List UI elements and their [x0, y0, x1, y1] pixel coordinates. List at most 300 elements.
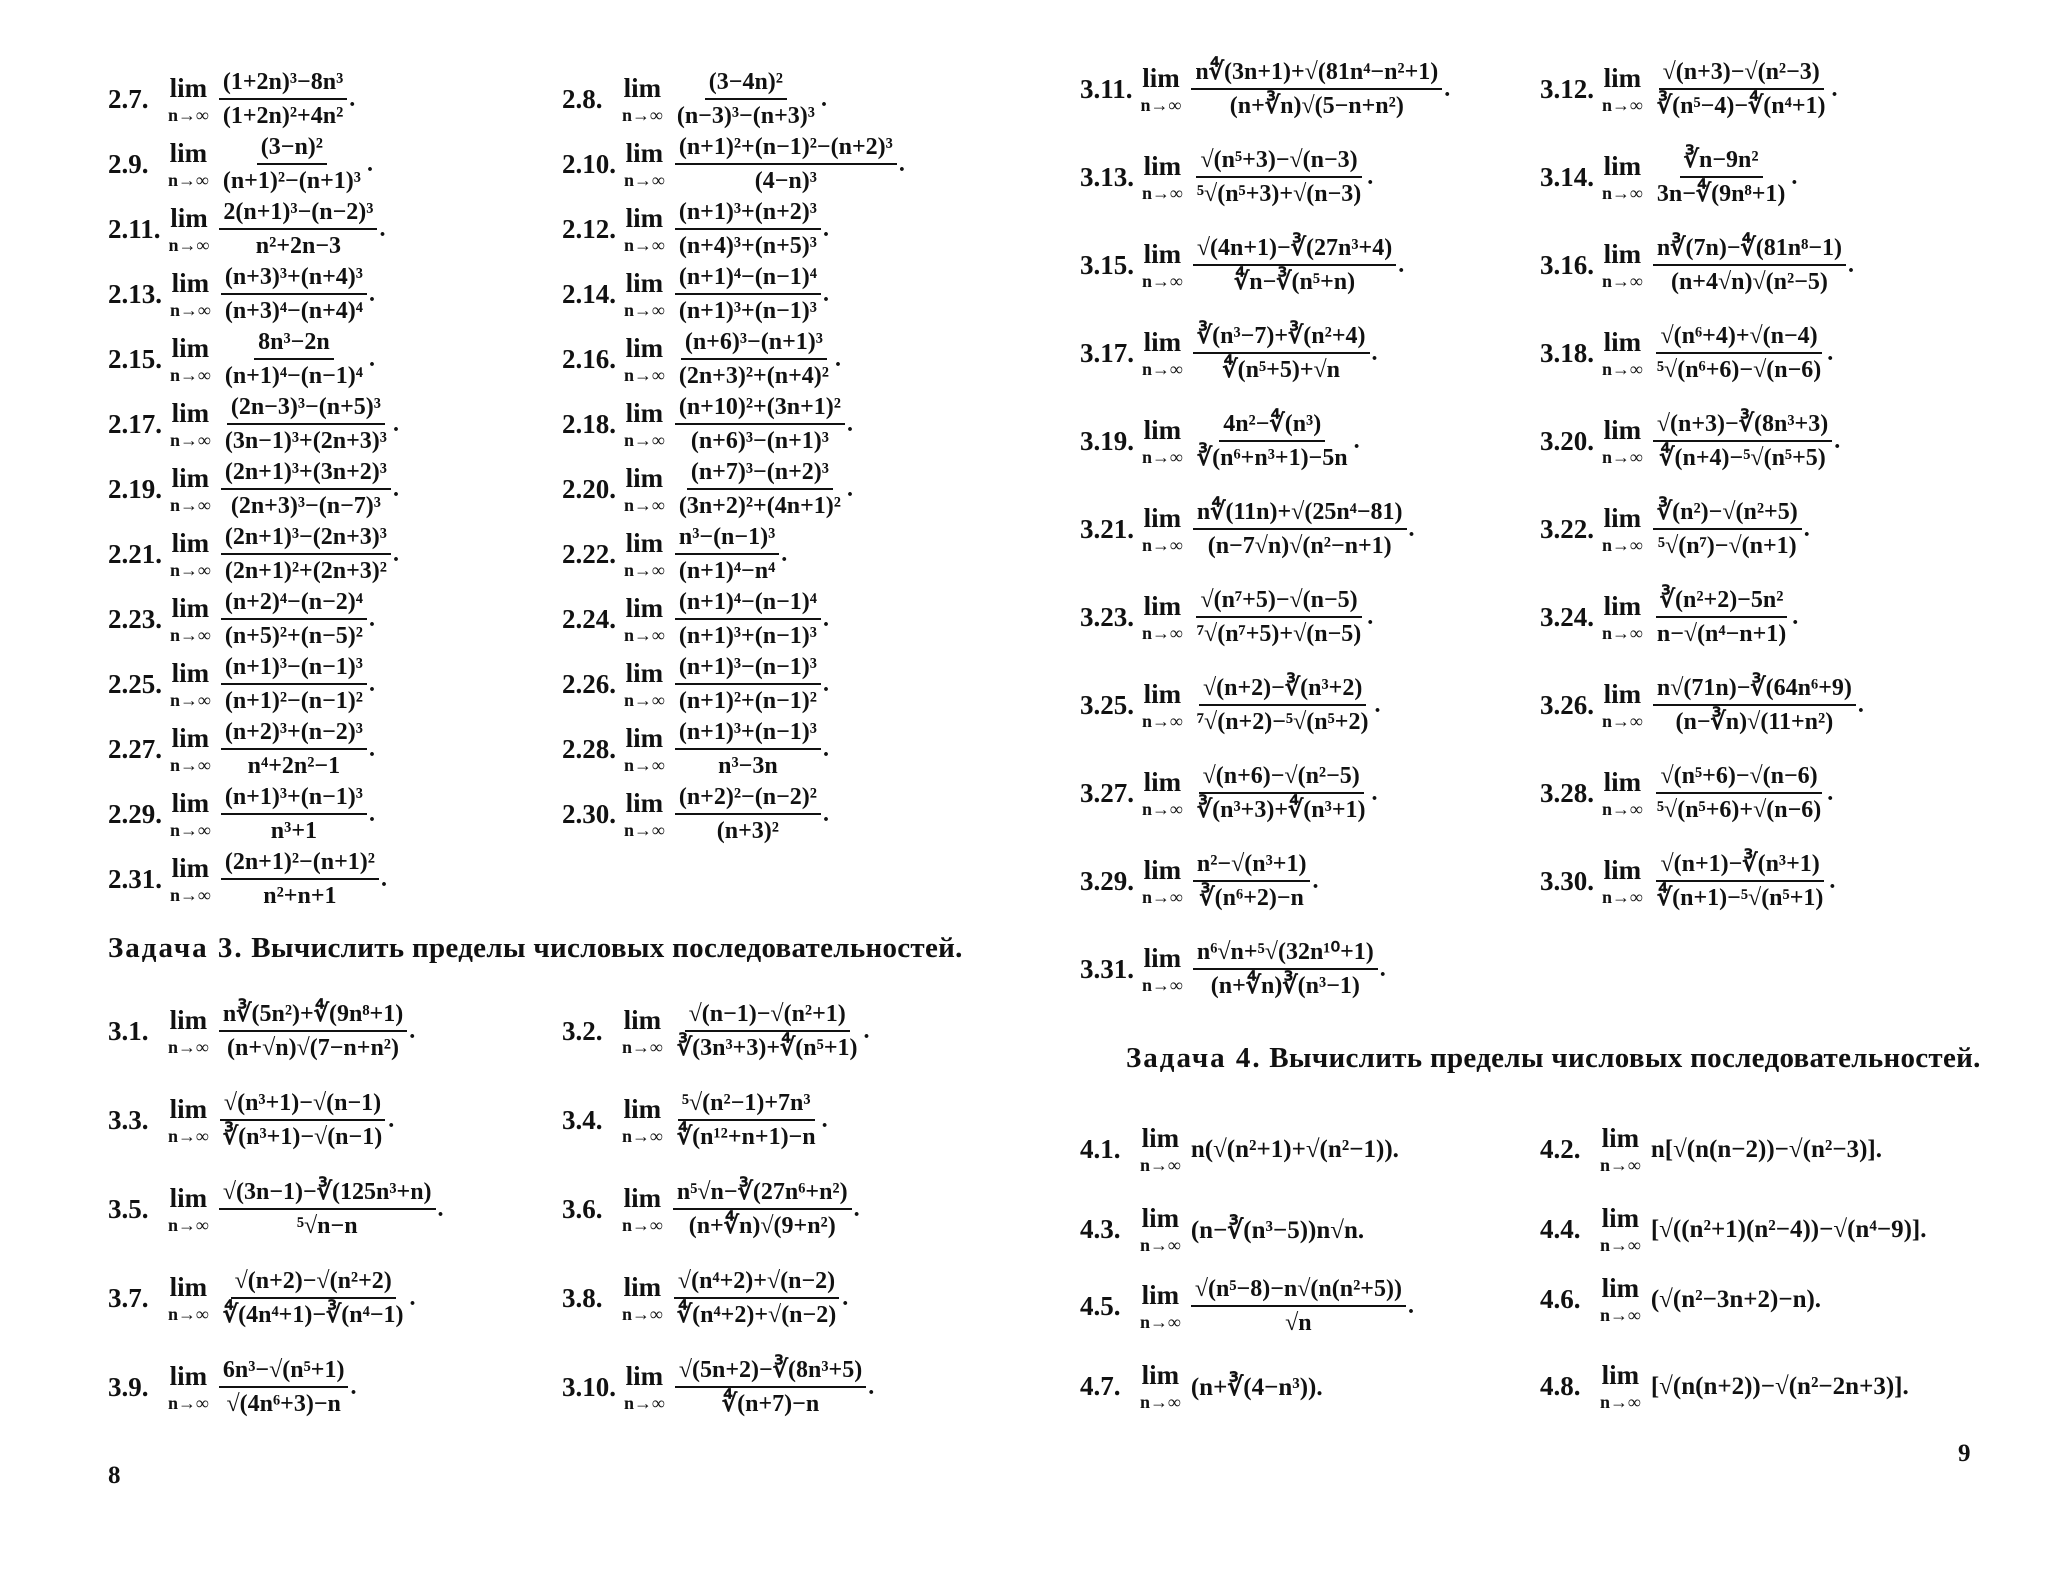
limit-word: lim — [1603, 766, 1642, 797]
limit-operator — [170, 332, 211, 385]
problem-number: 4.6. — [1540, 1284, 1581, 1314]
numerator: √(4n+1)−∛(27n³+4) — [1193, 234, 1396, 266]
limit-expression: n[√(n(n−2))−√(n²−3)]. — [1650, 1135, 1882, 1163]
limit-problem — [108, 588, 375, 651]
fraction — [1653, 762, 1825, 825]
denominator: ∛(n⁶+2)−n — [1199, 885, 1304, 912]
fraction — [1191, 1275, 1406, 1338]
limit-word: lim — [1143, 502, 1182, 533]
numerator: √(n³+1)−√(n−1) — [220, 1089, 385, 1121]
numerator: √(n+3)−∛(8n³+3) — [1653, 410, 1832, 442]
numerator: (n+1)³+(n+2)³ — [675, 198, 821, 230]
fraction — [675, 133, 897, 196]
limit-operator — [1602, 238, 1643, 291]
fraction — [675, 523, 779, 586]
denominator: ∜(n+7)−n — [721, 1391, 820, 1418]
period: . — [392, 475, 399, 502]
numerator: (n+2)⁴−(n−2)⁴ — [221, 588, 367, 620]
limit-operator — [1142, 678, 1183, 731]
limit-subscript: n→∞ — [1140, 1155, 1181, 1175]
problem-number: 2.17. — [108, 408, 162, 439]
fraction — [219, 198, 377, 261]
limit-problem — [1540, 850, 1835, 913]
problem-number: 3.31. — [1080, 953, 1134, 984]
limit-operator — [170, 267, 211, 320]
limit-subscript: n→∞ — [1142, 798, 1183, 819]
limit-operator — [1602, 766, 1643, 819]
denominator: (n+√n)√(7−n+n²) — [227, 1035, 399, 1062]
period: . — [1398, 251, 1405, 278]
limit-subscript: n→∞ — [1602, 534, 1643, 555]
limit-subscript: n→∞ — [170, 884, 211, 905]
fraction — [673, 1267, 840, 1330]
period: . — [822, 280, 829, 307]
numerator: (n+1)⁴−(n−1)⁴ — [675, 263, 821, 295]
limit-problem — [1540, 762, 1833, 825]
problem-number: 2.28. — [562, 733, 616, 764]
denominator: ⁵√(n⁵+3)+√(n−3) — [1196, 181, 1362, 208]
task-4-text: Вычислить пределы числовых последовательностей. — [1269, 1042, 1981, 1074]
limit-problem — [108, 263, 375, 326]
denominator: (n+1)²−(n+1)³ — [222, 168, 361, 195]
limit-word: lim — [623, 1271, 662, 1302]
numerator: 2(n+1)³−(n−2)³ — [219, 198, 377, 230]
limit-problem — [562, 263, 829, 326]
limit-word: lim — [1141, 1203, 1180, 1233]
numerator: √(n⁵+3)−√(n−3) — [1196, 146, 1361, 178]
numerator: (n+1)³+(n−1)³ — [221, 783, 367, 815]
limit-subscript: n→∞ — [1600, 1305, 1641, 1325]
limit-expression: (√(n²−3n+2)−n). — [1650, 1285, 1822, 1313]
limit-problem — [108, 1267, 416, 1330]
period: . — [350, 1373, 357, 1400]
limit-problem — [108, 848, 387, 911]
denominator: n²+n+1 — [263, 883, 337, 910]
denominator: (n+1)⁴−(n−1)⁴ — [224, 363, 363, 390]
limit-word: lim — [1143, 238, 1182, 269]
limit-problem — [562, 198, 829, 261]
limit-subscript: n→∞ — [1142, 622, 1183, 643]
denominator: (n−∛n)√(11+n²) — [1675, 709, 1834, 736]
limit-word: lim — [171, 527, 210, 558]
problem-number: 3.1. — [108, 1015, 149, 1046]
denominator: (n−3)³−(n+3)³ — [676, 103, 815, 130]
limit-word: lim — [1143, 590, 1182, 621]
limit-operator — [622, 1004, 663, 1057]
limit-operator — [170, 462, 211, 515]
limit-word: lim — [1143, 942, 1182, 973]
denominator: (n+1)⁴−n⁴ — [678, 558, 776, 585]
limit-problem — [1080, 146, 1373, 209]
limit-problem — [1080, 586, 1373, 649]
limit-word: lim — [1603, 62, 1642, 93]
limit-word: lim — [1603, 414, 1642, 445]
limit-word: lim — [1601, 1203, 1640, 1233]
denominator: ⁷√(n+2)−⁵√(n⁵+2) — [1196, 709, 1369, 736]
numerator: (n+1)³−(n−1)³ — [675, 653, 821, 685]
period: . — [820, 85, 827, 112]
numerator: (n+1)³−(n−1)³ — [221, 653, 367, 685]
limit-subscript: n→∞ — [1600, 1392, 1641, 1412]
problem-number: 2.30. — [562, 798, 616, 829]
limit-subscript: n→∞ — [622, 1036, 663, 1057]
limit-problem — [1540, 322, 1833, 385]
fraction — [219, 1089, 386, 1152]
period: . — [853, 1195, 860, 1222]
numerator: (3−n)² — [257, 133, 327, 165]
fraction — [675, 588, 821, 651]
problem-number: 2.27. — [108, 733, 162, 764]
limit-operator — [168, 137, 209, 190]
limit-expression: [√(n(n+2))−√(n²−2n+3)]. — [1650, 1372, 1909, 1400]
limit-word: lim — [1143, 766, 1182, 797]
limit-problem — [108, 198, 385, 261]
problem-number: 3.30. — [1540, 865, 1594, 896]
limit-operator — [624, 397, 665, 450]
limit-word: lim — [1143, 150, 1182, 181]
denominator: ∜(n⁵+5)+√n — [1222, 357, 1341, 384]
limit-word: lim — [623, 1004, 662, 1035]
problem-number: 2.9. — [108, 148, 149, 179]
problem-number: 2.14. — [562, 278, 616, 309]
limit-operator — [1602, 326, 1643, 379]
limit-operator — [622, 1182, 663, 1235]
limit-problem — [108, 523, 399, 586]
fraction — [221, 653, 367, 716]
limit-subscript: n→∞ — [1602, 622, 1643, 643]
limit-problem — [108, 1356, 356, 1419]
period: . — [1374, 691, 1381, 718]
limit-word: lim — [625, 657, 664, 688]
fraction — [673, 68, 819, 131]
limit-word: lim — [1603, 150, 1642, 181]
task-3-heading — [108, 932, 988, 965]
limit-word: lim — [1143, 678, 1182, 709]
limit-operator — [1142, 590, 1183, 643]
limit-operator — [624, 332, 665, 385]
limit-problem — [562, 133, 905, 196]
fraction — [1193, 234, 1396, 297]
numerator: √(n+2)−√(n²+2) — [231, 1267, 396, 1299]
problem-number: 3.16. — [1540, 249, 1594, 280]
fraction — [221, 848, 379, 911]
fraction — [675, 718, 821, 781]
numerator: n∜(11n)+√(25n⁴−81) — [1193, 498, 1407, 530]
limit-problem — [1540, 674, 1864, 737]
numerator: n√(71n)−∛(64n⁶+9) — [1653, 674, 1856, 706]
limit-word: lim — [169, 72, 208, 103]
problem-number: 3.13. — [1080, 161, 1134, 192]
limit-problem — [562, 783, 829, 846]
limit-problem — [1080, 938, 1386, 1001]
limit-operator — [1140, 1279, 1181, 1332]
page-number-right: 9 — [1958, 1440, 1971, 1467]
limit-operator — [170, 527, 211, 580]
denominator: (n+5)²+(n−5)² — [224, 623, 363, 650]
limit-word: lim — [623, 1182, 662, 1213]
limit-operator — [624, 202, 665, 255]
period: . — [822, 605, 829, 632]
problem-number: 2.23. — [108, 603, 162, 634]
period: . — [898, 150, 905, 177]
fraction — [1653, 674, 1856, 737]
fraction — [675, 458, 845, 521]
limit-operator — [170, 657, 211, 710]
fraction — [675, 198, 821, 261]
numerator: √(n⁶+4)+√(n−4) — [1656, 322, 1821, 354]
fraction — [1653, 850, 1828, 913]
denominator: (n+3)⁴−(n+4)⁴ — [224, 298, 363, 325]
fraction — [675, 783, 821, 846]
problem-number: 4.7. — [1080, 1371, 1121, 1401]
problem-number: 3.12. — [1540, 73, 1594, 104]
denominator: ∛(n³+3)+∜(n³+1) — [1196, 797, 1366, 824]
problem-number: 2.20. — [562, 473, 616, 504]
numerator: ∛(n²)−√(n²+5) — [1653, 498, 1802, 530]
problem-number: 3.3. — [108, 1104, 149, 1135]
period: . — [822, 670, 829, 697]
limit-word: lim — [1601, 1360, 1640, 1390]
denominator: ⁵√n−n — [296, 1213, 358, 1240]
limit-subscript: n→∞ — [624, 559, 665, 580]
limit-subscript: n→∞ — [1142, 358, 1183, 379]
limit-problem — [108, 328, 375, 391]
limit-word: lim — [625, 267, 664, 298]
limit-word: lim — [1143, 326, 1182, 357]
numerator: (2n−3)³−(n+5)³ — [227, 393, 385, 425]
limit-problem — [108, 783, 375, 846]
problem-number: 3.9. — [108, 1371, 149, 1402]
denominator: ∜(n⁴+2)+√(n−2) — [676, 1302, 837, 1329]
denominator: ∜(n+4)−⁵√(n⁵+5) — [1659, 445, 1826, 472]
numerator: (n+3)³+(n+4)³ — [221, 263, 367, 295]
limit-operator — [168, 1093, 209, 1146]
limit-word: lim — [625, 202, 664, 233]
denominator: (2n+3)³−(n−7)³ — [230, 493, 381, 520]
period: . — [368, 280, 375, 307]
period: . — [821, 1106, 828, 1133]
limit-problem — [108, 393, 399, 456]
limit-operator — [624, 592, 665, 645]
limit-subscript: n→∞ — [1602, 798, 1643, 819]
fraction — [1653, 146, 1790, 209]
period: . — [822, 215, 829, 242]
limit-problem — [108, 1178, 444, 1241]
problem-number: 2.10. — [562, 148, 616, 179]
limit-problem — [1080, 322, 1378, 385]
limit-word: lim — [171, 852, 210, 883]
limit-word: lim — [1141, 1123, 1180, 1153]
limit-problem — [108, 718, 375, 781]
fraction — [1193, 498, 1407, 561]
limit-problem — [1080, 1205, 1364, 1254]
fraction — [1193, 762, 1370, 825]
problem-number: 3.7. — [108, 1282, 149, 1313]
limit-problem — [562, 1178, 860, 1241]
numerator: √(3n−1)−∛(125n³+n) — [219, 1178, 436, 1210]
limit-problem — [1080, 410, 1360, 473]
fraction — [1653, 410, 1832, 473]
problem-number: 3.23. — [1080, 601, 1134, 632]
fraction — [1193, 586, 1365, 649]
limit-operator — [1602, 150, 1643, 203]
denominator: (n+∛n)√(5−n+n²) — [1229, 93, 1404, 120]
limit-word: lim — [1603, 238, 1642, 269]
denominator: ⁵√(n⁶+6)−√(n−6) — [1656, 357, 1822, 384]
fraction — [1193, 938, 1378, 1001]
problem-number: 2.31. — [108, 863, 162, 894]
denominator: √(4n⁶+3)−n — [226, 1391, 341, 1418]
period: . — [1408, 515, 1415, 542]
limit-subscript: n→∞ — [168, 169, 209, 190]
denominator: (1+2n)²+4n² — [222, 103, 344, 130]
task-4-title: Задача 4. — [1126, 1042, 1262, 1074]
fraction — [219, 133, 365, 196]
numerator: (3−4n)² — [705, 68, 787, 100]
limit-operator — [170, 722, 211, 775]
limit-problem — [108, 458, 399, 521]
problem-number: 3.26. — [1540, 689, 1594, 720]
fraction — [673, 1178, 852, 1241]
problem-number: 2.12. — [562, 213, 616, 244]
limit-operator — [1142, 942, 1183, 995]
fraction — [219, 1356, 349, 1419]
limit-expression: (n−∛(n³−5))n√n. — [1190, 1216, 1365, 1244]
fraction — [221, 588, 367, 651]
limit-subscript: n→∞ — [624, 1392, 665, 1413]
numerator: (n+1)²+(n−1)²−(n+2)³ — [675, 133, 897, 165]
limit-operator — [170, 397, 211, 450]
limit-subscript: n→∞ — [1140, 1235, 1181, 1255]
numerator: (n+7)³−(n+2)³ — [687, 458, 833, 490]
fraction — [673, 1000, 862, 1063]
period: . — [368, 605, 375, 632]
problem-number: 3.25. — [1080, 689, 1134, 720]
fraction — [221, 393, 391, 456]
problem-number: 3.29. — [1080, 865, 1134, 896]
problem-number: 3.11. — [1080, 73, 1133, 104]
limit-word: lim — [1603, 590, 1642, 621]
limit-problem — [562, 588, 829, 651]
fraction — [1653, 586, 1790, 649]
period: . — [822, 735, 829, 762]
problem-number: 4.3. — [1080, 1214, 1121, 1244]
period: . — [863, 1017, 870, 1044]
limit-operator — [624, 267, 665, 320]
period: . — [349, 85, 356, 112]
limit-subscript: n→∞ — [624, 169, 665, 190]
limit-subscript: n→∞ — [170, 299, 211, 320]
period: . — [1803, 515, 1810, 542]
denominator: (n+4)³+(n+5)³ — [678, 233, 817, 260]
numerator: ∛(n³−7)+∛(n²+4) — [1193, 322, 1370, 354]
limit-operator — [622, 1093, 663, 1146]
numerator: (n+2)²−(n−2)² — [675, 783, 821, 815]
limit-subscript: n→∞ — [1602, 358, 1643, 379]
limit-operator — [624, 137, 665, 190]
numerator: (n+1)³+(n−1)³ — [675, 718, 821, 750]
problem-number: 3.20. — [1540, 425, 1594, 456]
limit-word: lim — [1601, 1123, 1640, 1153]
limit-subscript: n→∞ — [168, 1392, 209, 1413]
limit-problem — [562, 523, 787, 586]
denominator: (3n−1)³+(2n+3)³ — [224, 428, 387, 455]
limit-subscript: n→∞ — [170, 689, 211, 710]
numerator: n∛(7n)−∜(81n⁸−1) — [1653, 234, 1846, 266]
fraction — [675, 653, 821, 716]
limit-problem — [562, 653, 829, 716]
denominator: n³−3n — [718, 753, 778, 780]
denominator: (2n+1)²+(2n+3)² — [224, 558, 387, 585]
limit-operator — [168, 1004, 209, 1057]
problem-number: 4.8. — [1540, 1371, 1581, 1401]
limit-operator — [1142, 502, 1183, 555]
limit-problem — [562, 718, 829, 781]
fraction — [1653, 234, 1846, 297]
limit-word: lim — [1141, 1279, 1180, 1310]
problem-number: 3.6. — [562, 1193, 603, 1224]
limit-word: lim — [169, 1093, 208, 1124]
numerator: ∛(n²+2)−5n² — [1656, 586, 1788, 618]
denominator: ∛(n⁶+n³+1)−5n — [1196, 445, 1348, 472]
limit-problem — [562, 68, 827, 131]
limit-subscript: n→∞ — [1142, 534, 1183, 555]
limit-word: lim — [625, 787, 664, 818]
period: . — [409, 1284, 416, 1311]
period: . — [388, 1106, 395, 1133]
fraction — [675, 263, 821, 326]
period: . — [392, 410, 399, 437]
limit-subscript: n→∞ — [168, 1125, 209, 1146]
limit-problem — [108, 1000, 415, 1063]
numerator: n⁶√n+⁵√(32n¹⁰+1) — [1193, 938, 1378, 970]
limit-word: lim — [171, 397, 210, 428]
limit-operator — [1140, 1362, 1181, 1411]
limit-subscript: n→∞ — [170, 624, 211, 645]
denominator: (n−7√n)√(n²−n+1) — [1207, 533, 1392, 560]
denominator: n⁴+2n²−1 — [247, 753, 341, 780]
limit-operator — [168, 72, 209, 125]
limit-subscript: n→∞ — [1600, 1235, 1641, 1255]
limit-problem — [108, 1089, 394, 1152]
problem-number: 2.19. — [108, 473, 162, 504]
problem-number: 2.16. — [562, 343, 616, 374]
limit-operator — [168, 1271, 209, 1324]
limit-subscript: n→∞ — [170, 754, 211, 775]
limit-operator — [622, 1271, 663, 1324]
denominator: n²+2n−3 — [255, 233, 342, 260]
denominator: ⁵√(n⁷)−√(n+1) — [1657, 533, 1797, 560]
limit-word: lim — [623, 72, 662, 103]
limit-subscript: n→∞ — [168, 1214, 209, 1235]
limit-word: lim — [1603, 502, 1642, 533]
fraction — [1653, 58, 1830, 121]
limit-operator — [168, 202, 210, 255]
problem-number: 3.22. — [1540, 513, 1594, 544]
limit-operator — [1142, 414, 1183, 467]
denominator: ∛(n⁵−4)−∜(n⁴+1) — [1656, 93, 1826, 120]
period: . — [437, 1195, 444, 1222]
denominator: (n+∜n)√(9+n²) — [688, 1213, 836, 1240]
limit-problem — [1080, 498, 1415, 561]
period: . — [1829, 867, 1836, 894]
numerator: 4n²−∜(n³) — [1219, 410, 1325, 442]
limit-operator — [624, 1360, 665, 1413]
limit-subscript: n→∞ — [1140, 1392, 1181, 1412]
numerator: √(n⁵+6)−√(n−6) — [1656, 762, 1821, 794]
period: . — [846, 410, 853, 437]
limit-word: lim — [171, 657, 210, 688]
